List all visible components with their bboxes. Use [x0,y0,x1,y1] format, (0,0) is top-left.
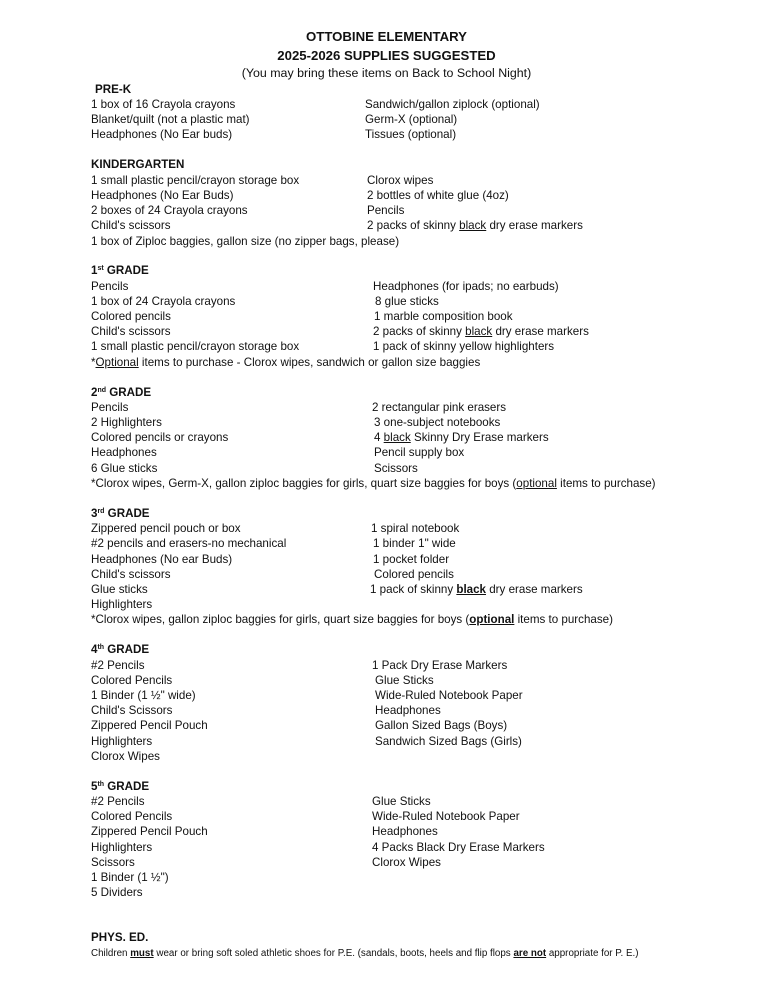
grade3-item-markers: 1 pack of skinny black dry erase markers [370,583,583,596]
grade2-item: Pencil supply box [374,446,465,459]
grade1-item-markers: 2 packs of skinny black dry erase markers [373,325,589,338]
grade4-item: Child's Scissors [91,704,173,717]
grade3-item: Highlighters [91,598,153,611]
grade5-item: #2 Pencils [91,795,145,808]
grade1-item: 1 marble composition book [374,310,513,323]
grade5-item: Zippered Pencil Pouch [91,825,208,838]
grade3-item: Colored pencils [374,568,454,581]
grade1-item: 8 glue sticks [375,295,439,308]
prek-heading: PRE-K [95,83,132,96]
grade4-item: Highlighters [91,735,153,748]
grade5-item: 4 Packs Black Dry Erase Markers [372,841,545,854]
grade3-item: Child's scissors [91,568,171,581]
grade5-heading: 5th GRADE [91,780,150,793]
grade1-item: Child's scissors [91,325,171,338]
grade1-item: Colored pencils [91,310,171,323]
grade5-item: Headphones [372,825,438,838]
list-note: (You may bring these items on Back to School Night) [241,66,532,80]
prek-item: Tissues (optional) [365,128,457,141]
grade5-item: 1 Binder (1 ½") [91,871,169,884]
grade2-item: Colored pencils or crayons [91,431,229,444]
prek-item: Headphones (No Ear buds) [91,128,233,141]
grade2-item: 2 rectangular pink erasers [372,401,507,414]
grade4-item: 1 Binder (1 ½" wide) [91,689,196,702]
grade4-item: #2 Pencils [91,659,145,672]
grade2-item: Pencils [91,401,129,414]
grade2-item: Headphones [91,446,157,459]
grade2-item: 6 Glue sticks [91,462,158,475]
grade5-item: Scissors [91,856,135,869]
grade5-item: 5 Dividers [91,886,143,899]
grade2-optional-note: *Clorox wipes, Germ-X, gallon ziploc baggies for girls, quart size baggies for boys (optional items to purchase) [91,477,656,490]
grade4-item: Sandwich Sized Bags (Girls) [375,735,522,748]
grade4-item: Wide-Ruled Notebook Paper [375,689,523,702]
grade4-heading: 4th GRADE [91,643,150,656]
grade3-item: 1 spiral notebook [371,522,460,535]
grade1-item: Headphones (for ipads; no earbuds) [373,280,559,293]
grade2-item: 2 Highlighters [91,416,162,429]
kinder-heading: KINDERGARTEN [91,158,185,171]
kinder-item: 1 small plastic pencil/crayon storage box [91,174,300,187]
grade2-heading: 2nd GRADE [91,386,152,399]
grade3-item: Headphones (No ear Buds) [91,553,233,566]
grade1-heading: 1st GRADE [91,264,149,277]
grade1-optional-note: *Optional items to purchase - Clorox wipes, sandwich or gallon size baggies [91,356,481,369]
school-name: OTTOBINE ELEMENTARY [306,29,467,44]
grade4-item: Clorox Wipes [91,750,160,763]
kinder-item: Child's scissors [91,219,171,232]
kinder-item: Headphones (No Ear Buds) [91,189,234,202]
prek-item: Germ-X (optional) [365,113,458,126]
grade4-item: Gallon Sized Bags (Boys) [375,719,508,732]
grade3-item: 1 binder 1" wide [373,537,456,550]
grade4-item: Colored Pencils [91,674,173,687]
grade4-item: 1 Pack Dry Erase Markers [372,659,508,672]
grade5-item: Wide-Ruled Notebook Paper [372,810,520,823]
grade1-item: 1 pack of skinny yellow highlighters [373,340,555,353]
pe-note: Children must wear or bring soft soled athletic shoes for P.E. (sandals, boots, heels and flip flops are not appropriate for P. E.) [91,948,639,959]
grade3-item: #2 pencils and erasers-no mechanical [91,537,287,550]
grade5-item: Glue Sticks [372,795,431,808]
grade3-item: 1 pocket folder [373,553,450,566]
kinder-item: 2 bottles of white glue (4oz) [367,189,509,202]
grade5-item: Colored Pencils [91,810,173,823]
grade5-item: Clorox Wipes [372,856,441,869]
grade3-heading: 3rd GRADE [91,507,150,520]
kinder-item: 2 boxes of 24 Crayola crayons [91,204,248,217]
grade2-item-markers: 4 black Skinny Dry Erase markers [374,431,549,444]
grade2-item: 3 one-subject notebooks [374,416,501,429]
pe-heading: PHYS. ED. [91,931,149,944]
grade1-item: Pencils [91,280,129,293]
grade5-item: Highlighters [91,841,153,854]
prek-item: Sandwich/gallon ziplock (optional) [365,98,540,111]
grade1-item: 1 small plastic pencil/crayon storage box [91,340,300,353]
list-title: 2025-2026 SUPPLIES SUGGESTED [277,48,496,63]
grade2-item: Scissors [374,462,418,475]
kinder-item: 1 box of Ziploc baggies, gallon size (no zipper bags, please) [91,235,400,248]
kinder-item: Clorox wipes [367,174,434,187]
grade4-item: Zippered Pencil Pouch [91,719,208,732]
grade1-item: 1 box of 24 Crayola crayons [91,295,236,308]
grade4-item: Glue Sticks [375,674,434,687]
grade3-item: Glue sticks [91,583,148,596]
prek-item: Blanket/quilt (not a plastic mat) [91,113,250,126]
grade4-item: Headphones [375,704,441,717]
prek-item: 1 box of 16 Crayola crayons [91,98,236,111]
kinder-item: Pencils [367,204,405,217]
grade3-optional-note: *Clorox wipes, gallon ziploc baggies for girls, quart size baggies for boys (optional items to purchase) [91,613,613,626]
grade3-item: Zippered pencil pouch or box [91,522,241,535]
kinder-item-markers: 2 packs of skinny black dry erase markers [367,219,583,232]
